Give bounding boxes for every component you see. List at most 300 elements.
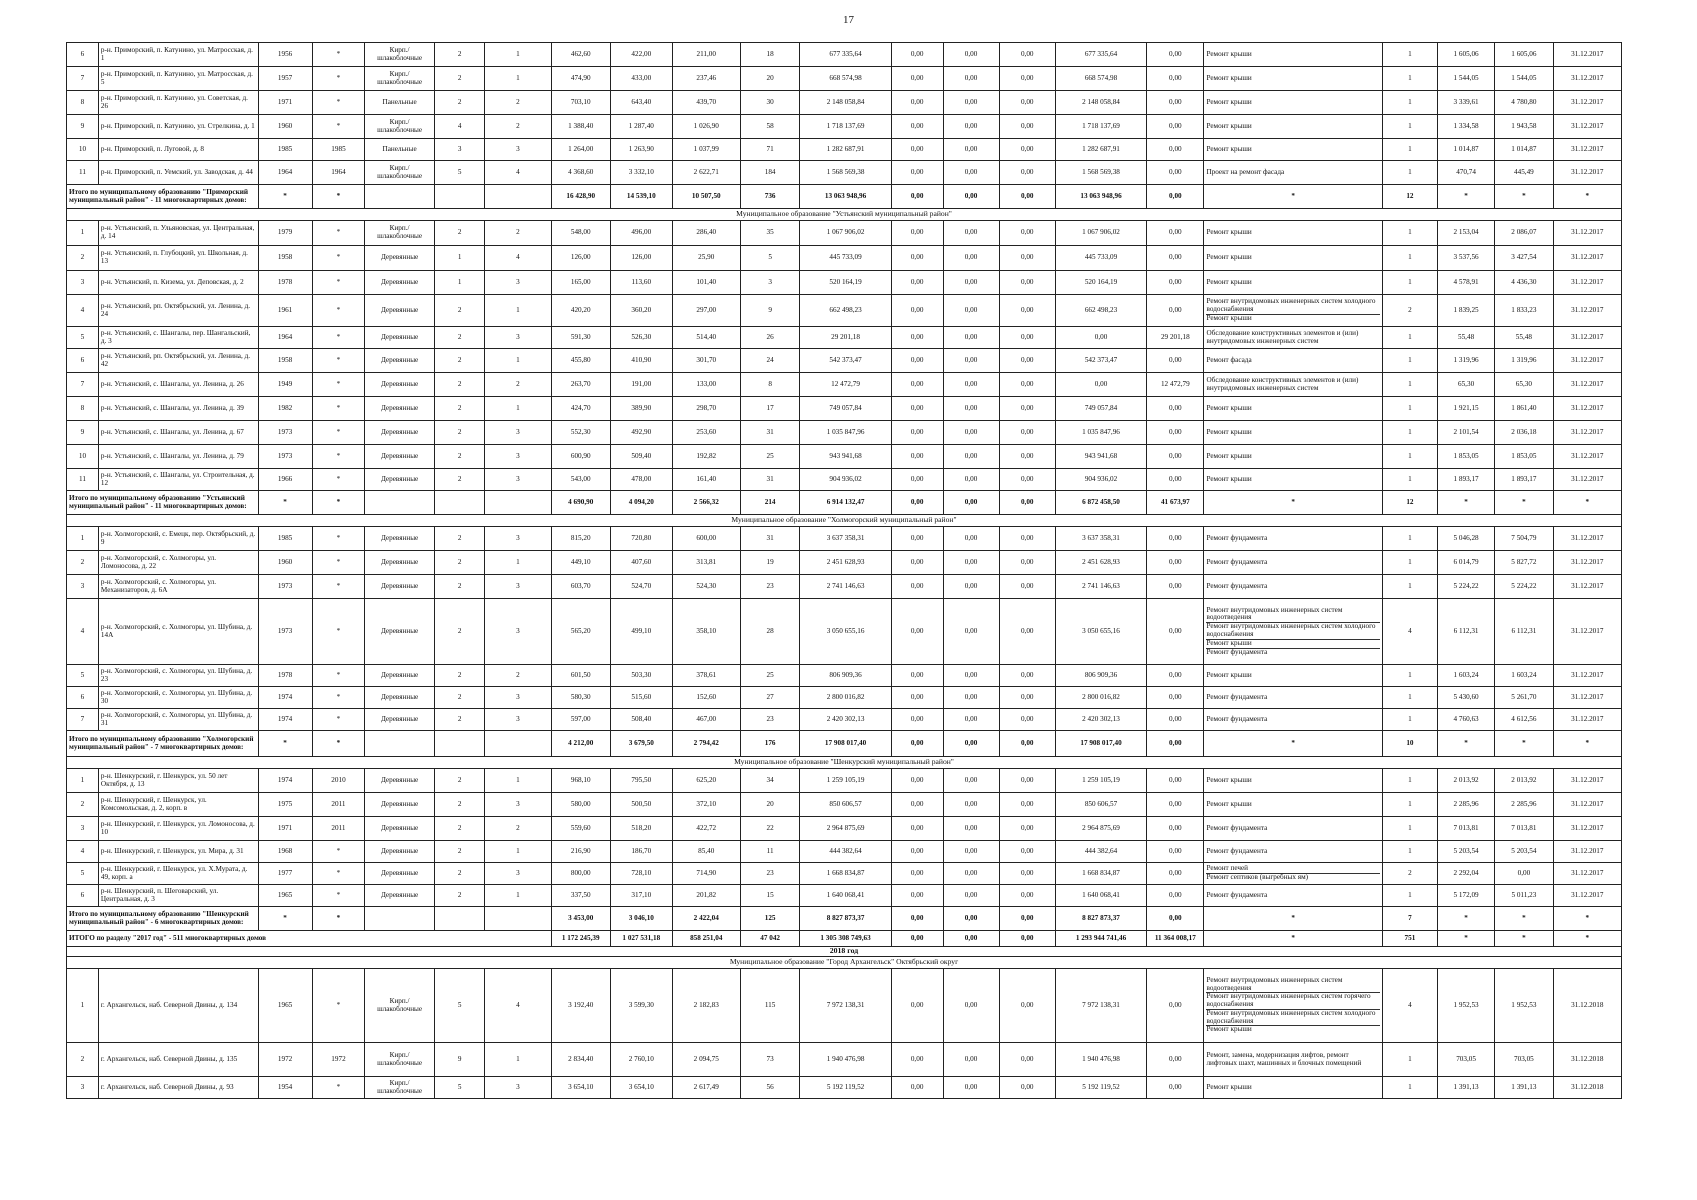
area-living-cell: 509,40 [610,445,672,469]
year-built-cell: 1974 [258,709,312,731]
funding-other-cell: 0,00 [1147,817,1204,841]
funding-other-cell: 0,00 [1147,397,1204,421]
area-living-cell: 389,90 [610,397,672,421]
wall-material-cell: Деревянные [365,373,434,397]
row-number: 4 [67,295,99,327]
table-row [67,841,1622,863]
municipality-header-row [67,957,1622,969]
deadline-cell: 31.12.2018 [1553,969,1621,1043]
work-item: Обследование конструктивных элементов и (или) внутридомовых инженерных систем [1206,328,1359,345]
work-item: Ремонт внутридомовых инженерных систем холодного водоснабжения [1206,622,1379,639]
deadline-cell: 31.12.2017 [1553,327,1621,349]
area-total-cell: 16 428,90 [551,185,610,209]
year-overhaul-cell: * [312,327,365,349]
work-item: Ремонт фундамента [1206,692,1268,701]
residents-cell: 23 [740,709,799,731]
wall-material-cell: Деревянные [365,575,434,599]
wall-material-cell: Деревянные [365,709,434,731]
wall-material-cell: Кирп./ шлакоблочные [365,1077,434,1099]
works-cell: * [1204,731,1382,757]
wall-material-cell: Деревянные [365,885,434,907]
works-cell [1204,271,1382,295]
funding-owners-cell: 1 568 569,38 [1055,161,1146,185]
funding-fund-cell: 0,00 [891,246,943,271]
area-total-cell: 703,10 [551,91,610,115]
row-number: 2 [67,793,99,817]
funding-other-cell: 0,00 [1147,599,1204,665]
year-built-cell: 1965 [258,885,312,907]
cost-total-cell: 2 800 016,82 [800,687,891,709]
funding-region-cell: 0,00 [943,295,999,327]
year-overhaul-cell: * [312,91,365,115]
funding-owners-cell: 806 909,36 [1055,665,1146,687]
area-owned-cell: 514,40 [672,327,740,349]
entrances-cell: 3 [485,271,551,295]
residents-cell: 31 [740,469,799,491]
funding-other-cell: 0,00 [1147,43,1204,67]
entrances-cell: 1 [485,67,551,91]
deadline-cell: 31.12.2017 [1553,709,1621,731]
unit-cost-cell: 1 319,96 [1437,349,1494,373]
cost-total-cell: 749 057,84 [800,397,891,421]
funding-owners-cell: 3 050 655,16 [1055,599,1146,665]
deadline-cell: 31.12.2017 [1553,161,1621,185]
area-total-cell: 1 264,00 [551,139,610,161]
residents-cell: 34 [740,769,799,793]
year-built-cell: 1971 [258,91,312,115]
unit-cost-cell: 2 292,04 [1437,863,1494,885]
wall-material-cell: Деревянные [365,397,434,421]
area-living-cell: 496,00 [610,221,672,246]
floors-cell: 2 [434,687,485,709]
year-built-cell: 1973 [258,599,312,665]
residents-cell: 8 [740,373,799,397]
row-number: 1 [67,769,99,793]
funding-region-cell: 0,00 [943,551,999,575]
works-count-cell: 1 [1382,551,1437,575]
cost-total-cell: 3 637 358,31 [800,527,891,551]
year-overhaul-cell: * [312,863,365,885]
area-total-cell: 4 690,90 [551,491,610,515]
table-row [67,1043,1622,1077]
entrances-cell: 3 [485,421,551,445]
funding-other-cell: 0,00 [1147,969,1204,1043]
floors-cell: 2 [434,709,485,731]
funding-other-cell: 0,00 [1147,221,1204,246]
works-cell: * [1204,931,1382,947]
unit-max-cost-cell: 1 833,23 [1495,295,1553,327]
funding-local-cell: 0,00 [999,295,1055,327]
area-living-cell: 113,60 [610,271,672,295]
row-number: 9 [67,421,99,445]
year-built-cell: 1979 [258,221,312,246]
unit-max-cost-cell: 4 436,30 [1495,271,1553,295]
area-total-cell: 263,70 [551,373,610,397]
row-number: 7 [67,67,99,91]
funding-local-cell: 0,00 [999,863,1055,885]
entrances-cell: 1 [485,551,551,575]
table-row [67,295,1622,327]
deadline-cell: 31.12.2017 [1553,527,1621,551]
deadline-cell: 31.12.2017 [1553,221,1621,246]
funding-region-cell: 0,00 [943,731,999,757]
unit-max-cost-cell: 2 086,07 [1495,221,1553,246]
area-living-cell: 1 027 531,18 [610,931,672,947]
unit-max-cost-cell: 1 952,53 [1495,969,1553,1043]
residents-cell: 22 [740,817,799,841]
deadline-cell: * [1553,931,1621,947]
works-count-cell: 1 [1382,1077,1437,1099]
funding-fund-cell: 0,00 [891,349,943,373]
work-item: Ремонт крыши [1206,474,1252,483]
subtotal-label: Итого по муниципальному образованию "Шенкурский муниципальный район" - 6 многоквартирных домов: [67,907,259,931]
funding-region-cell: 0,00 [943,139,999,161]
entrances-cell: 2 [485,373,551,397]
area-living-cell: 186,70 [610,841,672,863]
floors-cell: 2 [434,421,485,445]
address-cell: р-н. Шенкурский, г. Шенкурск, ул. Ломоносова, д. 10 [98,817,258,841]
works-count-cell: 10 [1382,731,1437,757]
deadline-cell: 31.12.2017 [1553,769,1621,793]
floors-cell: 2 [434,295,485,327]
funding-region-cell: 0,00 [943,841,999,863]
entrances-cell: 4 [485,969,551,1043]
deadline-cell: 31.12.2017 [1553,115,1621,139]
area-owned-cell: 201,82 [672,885,740,907]
table-row [67,91,1622,115]
row-number: 8 [67,397,99,421]
unit-max-cost-cell: * [1495,185,1553,209]
entrances-cell: 2 [485,91,551,115]
funding-owners-cell: 1 259 105,19 [1055,769,1146,793]
entrances-cell: 3 [485,527,551,551]
area-owned-cell: 524,30 [672,575,740,599]
area-total-cell: 337,50 [551,885,610,907]
address-cell: р-н. Устьянский, с. Шангалы, ул. Ленина, д. 67 [98,421,258,445]
row-number: 3 [67,1077,99,1099]
funding-region-cell: 0,00 [943,221,999,246]
residents-cell: 30 [740,91,799,115]
row-number: 8 [67,91,99,115]
works-count-cell: 1 [1382,246,1437,271]
area-living-cell: 14 539,10 [610,185,672,209]
works-count-cell: 751 [1382,931,1437,947]
cost-total-cell: 1 668 834,87 [800,863,891,885]
funding-owners-cell: 1 940 476,98 [1055,1043,1146,1077]
year-overhaul-cell: * [312,295,365,327]
works-count-cell: 1 [1382,793,1437,817]
subtotal-blank [434,185,485,209]
residents-cell: 25 [740,665,799,687]
work-item: Обследование конструктивных элементов и (или) внутридомовых инженерных систем [1206,375,1359,392]
area-owned-cell: 101,40 [672,271,740,295]
year-overhaul-cell: 1985 [312,139,365,161]
year-built-cell: 1974 [258,769,312,793]
works-count-cell: 4 [1382,599,1437,665]
table-row [67,349,1622,373]
floors-cell: 2 [434,863,485,885]
area-total-cell: 548,00 [551,221,610,246]
municipality-title: Муниципальное образование "Шенкурский муниципальный район" [67,757,1622,769]
unit-cost-cell: 1 544,05 [1437,67,1494,91]
residents-cell: 31 [740,527,799,551]
deadline-cell: 31.12.2017 [1553,793,1621,817]
residents-cell: 15 [740,885,799,907]
funding-fund-cell: 0,00 [891,115,943,139]
table-row [67,469,1622,491]
year-overhaul-cell: * [312,527,365,551]
works-count-cell: 1 [1382,885,1437,907]
funding-local-cell: 0,00 [999,969,1055,1043]
area-owned-cell: 2 094,75 [672,1043,740,1077]
table-row [67,817,1622,841]
entrances-cell: 1 [485,295,551,327]
floors-cell: 2 [434,445,485,469]
deadline-cell: 31.12.2017 [1553,469,1621,491]
funding-owners-cell: 7 972 138,31 [1055,969,1146,1043]
funding-fund-cell: 0,00 [891,185,943,209]
funding-owners-cell: 0,00 [1055,327,1146,349]
row-number: 4 [67,841,99,863]
funding-region-cell: 0,00 [943,161,999,185]
year-built-cell: 1957 [258,67,312,91]
funding-fund-cell: 0,00 [891,271,943,295]
year-built-cell: 1964 [258,161,312,185]
subtotal-blank [485,907,551,931]
area-living-cell: 795,50 [610,769,672,793]
table-row [67,221,1622,246]
area-owned-cell: 152,60 [672,687,740,709]
area-total-cell: 4 212,00 [551,731,610,757]
funding-owners-cell: 542 373,47 [1055,349,1146,373]
table-row [67,67,1622,91]
funding-other-cell: 0,00 [1147,1043,1204,1077]
area-living-cell: 126,00 [610,246,672,271]
area-owned-cell: 237,46 [672,67,740,91]
funding-other-cell: 0,00 [1147,445,1204,469]
funding-owners-cell: 0,00 [1055,373,1146,397]
funding-fund-cell: 0,00 [891,295,943,327]
residents-cell: 23 [740,863,799,885]
works-cell [1204,349,1382,373]
funding-other-cell: 0,00 [1147,665,1204,687]
deadline-cell: 31.12.2018 [1553,1077,1621,1099]
wall-material-cell: Панельные [365,139,434,161]
table-row [67,527,1622,551]
year-overhaul-cell: * [312,665,365,687]
funding-owners-cell: 2 148 058,84 [1055,91,1146,115]
unit-cost-cell: * [1437,731,1494,757]
unit-cost-cell: 6 014,79 [1437,551,1494,575]
deadline-cell: 31.12.2017 [1553,885,1621,907]
row-number: 7 [67,373,99,397]
grand-total-label: ИТОГО по разделу "2017 год" - 511 многоквартирных домов [67,931,552,947]
table-row [67,373,1622,397]
work-item: Ремонт крыши [1206,121,1252,130]
work-item: Ремонт фундамента [1206,557,1268,566]
funding-owners-cell: 8 827 873,37 [1055,907,1146,931]
area-living-cell: 3 046,10 [610,907,672,931]
year-built-cell: 1973 [258,575,312,599]
entrances-cell: 3 [485,469,551,491]
year-built-cell: 1968 [258,841,312,863]
residents-cell: 28 [740,599,799,665]
area-living-cell: 1 287,40 [610,115,672,139]
unit-cost-cell: 3 537,56 [1437,246,1494,271]
address-cell: р-н. Устьянский, с. Шангалы, ул. Ленина, д. 79 [98,445,258,469]
funding-other-cell: 0,00 [1147,687,1204,709]
area-owned-cell: 297,00 [672,295,740,327]
subtotal-blank [434,491,485,515]
funding-region-cell: 0,00 [943,1043,999,1077]
funding-other-cell: 0,00 [1147,349,1204,373]
funding-other-cell: 0,00 [1147,421,1204,445]
year-overhaul-cell: * [312,221,365,246]
funding-region-cell: 0,00 [943,115,999,139]
funding-other-cell: 0,00 [1147,769,1204,793]
works-cell [1204,885,1382,907]
works-count-cell: 1 [1382,769,1437,793]
entrances-cell: 1 [485,841,551,863]
cost-total-cell: 1 718 137,69 [800,115,891,139]
funding-owners-cell: 2 964 875,69 [1055,817,1146,841]
unit-cost-cell: 55,48 [1437,327,1494,349]
unit-max-cost-cell: 7 504,79 [1495,527,1553,551]
municipality-title: Муниципальное образование "Устьянский муниципальный район" [67,209,1622,221]
funding-fund-cell: 0,00 [891,445,943,469]
entrances-cell: 1 [485,43,551,67]
funding-other-cell: 0,00 [1147,709,1204,731]
works-cell [1204,817,1382,841]
row-number: 11 [67,161,99,185]
area-owned-cell: 2 182,83 [672,969,740,1043]
funding-region-cell: 0,00 [943,67,999,91]
funding-owners-cell: 520 164,19 [1055,271,1146,295]
year-overhaul-cell: * [312,373,365,397]
subtotal-row [67,185,1622,209]
year-built-cell: 1960 [258,115,312,139]
funding-owners-cell: 445 733,09 [1055,246,1146,271]
year-overhaul-cell: * [312,445,365,469]
floors-cell: 2 [434,221,485,246]
works-cell [1204,709,1382,731]
works-cell [1204,769,1382,793]
wall-material-cell: Деревянные [365,817,434,841]
wall-material-cell: Деревянные [365,551,434,575]
works-count-cell: 1 [1382,43,1437,67]
works-count-cell: 1 [1382,841,1437,863]
row-number: 11 [67,469,99,491]
area-owned-cell: 211,00 [672,43,740,67]
funding-owners-cell: 2 741 146,63 [1055,575,1146,599]
area-living-cell: 3 332,10 [610,161,672,185]
row-number: 3 [67,817,99,841]
entrances-cell: 3 [485,139,551,161]
area-total-cell: 126,00 [551,246,610,271]
works-count-cell: 1 [1382,421,1437,445]
table-row [67,445,1622,469]
funding-local-cell: 0,00 [999,397,1055,421]
entrances-cell: 3 [485,863,551,885]
funding-other-cell: 0,00 [1147,885,1204,907]
area-living-cell: 3 654,10 [610,1077,672,1099]
funding-region-cell: 0,00 [943,863,999,885]
floors-cell: 2 [434,327,485,349]
row-number: 3 [67,271,99,295]
works-cell [1204,599,1382,665]
address-cell: р-н. Приморский, п. Катунино, ул. Советская, д. 26 [98,91,258,115]
unit-cost-cell: 2 101,54 [1437,421,1494,445]
area-total-cell: 462,60 [551,43,610,67]
unit-cost-cell: 1 921,15 [1437,397,1494,421]
residents-cell: 71 [740,139,799,161]
cost-total-cell: 2 964 875,69 [800,817,891,841]
funding-other-cell: 0,00 [1147,907,1204,931]
area-owned-cell: 378,61 [672,665,740,687]
year-overhaul-cell: * [312,271,365,295]
unit-cost-cell: 703,05 [1437,1043,1494,1077]
area-living-cell: 191,00 [610,373,672,397]
area-owned-cell: 2 622,71 [672,161,740,185]
funding-fund-cell: 0,00 [891,687,943,709]
works-count-cell: 1 [1382,817,1437,841]
funding-local-cell: 0,00 [999,841,1055,863]
floors-cell: 2 [434,397,485,421]
unit-max-cost-cell: 5 203,54 [1495,841,1553,863]
floors-cell: 2 [434,841,485,863]
entrances-cell: 3 [485,687,551,709]
unit-cost-cell: 2 285,96 [1437,793,1494,817]
unit-max-cost-cell: 1 544,05 [1495,67,1553,91]
funding-owners-cell: 5 192 119,52 [1055,1077,1146,1099]
floors-cell: 4 [434,115,485,139]
table-row [67,665,1622,687]
funding-local-cell: 0,00 [999,445,1055,469]
table-row [67,687,1622,709]
unit-max-cost-cell: * [1495,931,1553,947]
funding-owners-cell: 2 800 016,82 [1055,687,1146,709]
funding-region-cell: 0,00 [943,931,999,947]
deadline-cell: 31.12.2017 [1553,91,1621,115]
year-built-cell: 1975 [258,793,312,817]
deadline-cell: 31.12.2017 [1553,67,1621,91]
works-count-cell: 1 [1382,271,1437,295]
subtotal-year-overhaul: * [312,731,365,757]
address-cell: р-н. Устьянский, с. Шангалы, ул. Строительная, д. 12 [98,469,258,491]
subtotal-row [67,731,1622,757]
deadline-cell: * [1553,731,1621,757]
municipality-header-row [67,757,1622,769]
funding-owners-cell: 1 067 906,02 [1055,221,1146,246]
area-living-cell: 492,90 [610,421,672,445]
floors-cell: 3 [434,139,485,161]
funding-local-cell: 0,00 [999,769,1055,793]
floors-cell: 5 [434,161,485,185]
work-item: Ремонт печей [1206,864,1248,873]
area-living-cell: 720,80 [610,527,672,551]
repair-schedule-table [66,42,1622,1099]
work-item: Ремонт крыши [1206,49,1252,58]
table-row [67,885,1622,907]
area-total-cell: 591,30 [551,327,610,349]
funding-local-cell: 0,00 [999,349,1055,373]
address-cell: г. Архангельск, наб. Северной Двины, д. 93 [98,1077,258,1099]
funding-owners-cell: 1 035 847,96 [1055,421,1146,445]
funding-owners-cell: 1 282 687,91 [1055,139,1146,161]
cost-total-cell: 17 908 017,40 [800,731,891,757]
area-owned-cell: 253,60 [672,421,740,445]
works-cell [1204,793,1382,817]
